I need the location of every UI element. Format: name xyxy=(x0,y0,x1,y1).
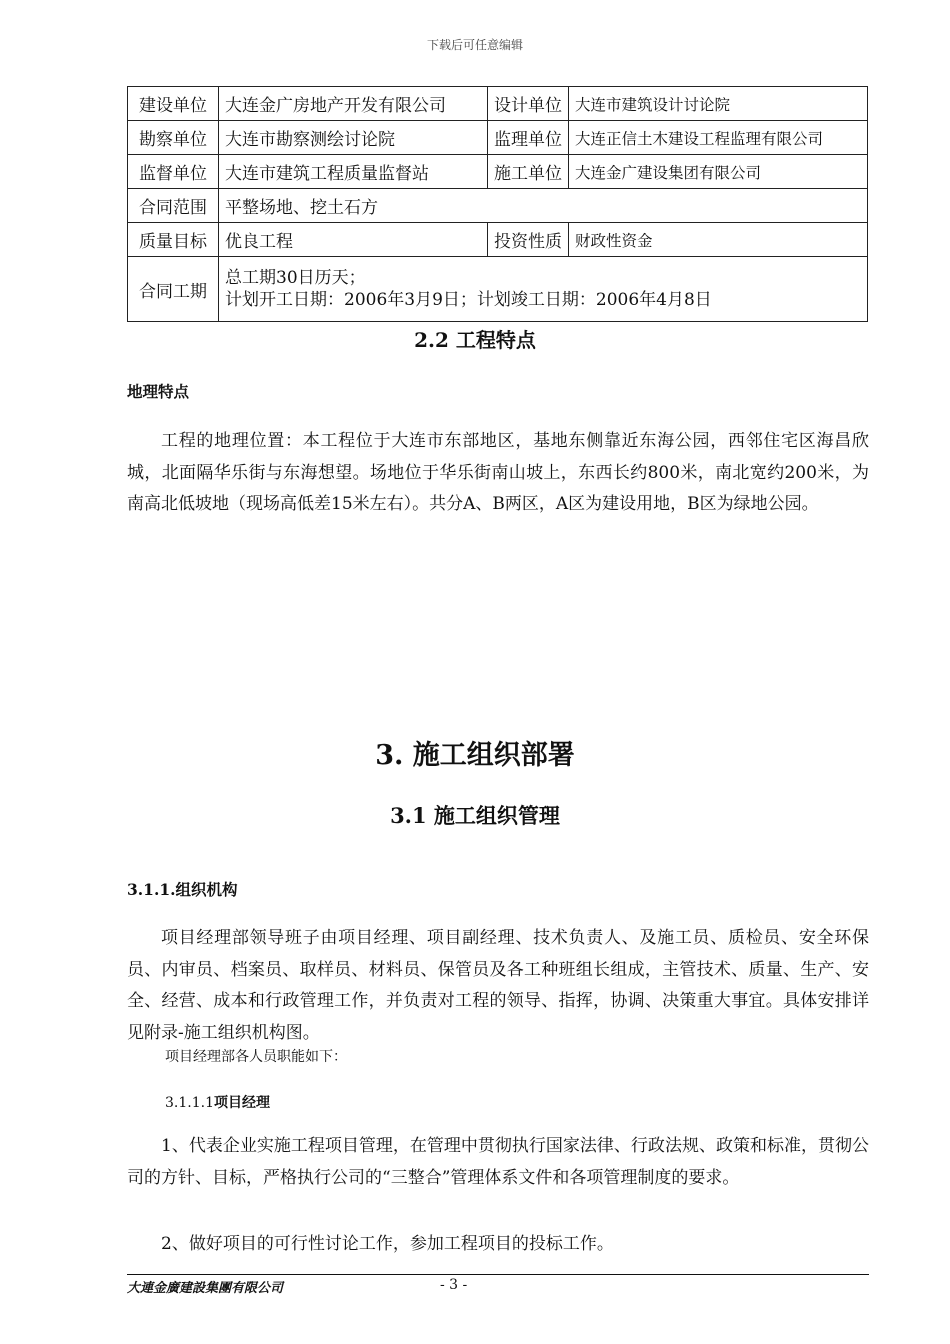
subsection-heading: 3.1.1.组织机构 xyxy=(127,880,238,899)
row-label: 质量目标 xyxy=(128,223,219,257)
table-row xyxy=(128,155,868,189)
subsection-number: 3.1.1.1 xyxy=(165,1095,214,1111)
chapter-heading: 3. 施工组织部署 xyxy=(375,740,575,771)
table-row xyxy=(128,189,868,223)
section-heading: 2.2 工程特点 xyxy=(414,328,536,352)
footer-company: 大連金廣建設集團有限公司 xyxy=(127,1281,284,1296)
row-label-2: 设计单位 xyxy=(488,87,569,121)
project-info-table xyxy=(127,86,868,322)
row-label: 合同工期 xyxy=(128,257,219,322)
header-note: 下载后可任意编辑 xyxy=(426,38,523,52)
contract-period-line: 计划开工日期：2006年3月9日；计划竣工日期：2006年4月8日 xyxy=(225,290,712,310)
row-value-2: 大连正信土木建设工程监理有限公司 xyxy=(569,121,868,155)
row-value-2: 大连市建筑设计讨论院 xyxy=(569,87,868,121)
body-paragraph: 2、做好项目的可行性讨论工作，参加工程项目的投标工作。 xyxy=(161,1234,614,1254)
page-number: - 3 - xyxy=(440,1277,468,1293)
row-label: 建设单位 xyxy=(128,87,219,121)
row-label: 监督单位 xyxy=(128,155,219,189)
row-value: 优良工程 xyxy=(219,223,488,257)
body-paragraph: 工程的地理位置：本工程位于大连市东部地区，基地东侧靠近东海公园，西邻住宅区海昌欣城，北面隔华乐街与东海想望。场地位于华乐街南山坡上，东西长约800米，南北宽约200米，为南高北低坡地（现场高低差15米左右）。共分A、B两区，A区为建设用地，B区为绿地公园。 xyxy=(127,431,869,514)
table-row xyxy=(128,223,868,257)
row-label-2: 监理单位 xyxy=(488,121,569,155)
body-paragraph: 项目经理部领导班子由项目经理、项目副经理、技术负责人、及施工员、质检员、安全环保员、内审员、档案员、取样员、材料员、保管员及各工种班组长组成，主管技术、质量、生产、安全、经营、成本和行政管理工作，并负责对工程的领导、指挥，协调、决策重大事宜。具体安排详见附录-施工组织机构图。 xyxy=(127,928,869,1043)
table-row xyxy=(128,121,868,155)
row-label-2: 施工单位 xyxy=(488,155,569,189)
subsection-heading: 地理特点 xyxy=(127,382,190,401)
row-label: 勘察单位 xyxy=(128,121,219,155)
subsection-title: 项目经理 xyxy=(213,1095,270,1111)
subsection-heading xyxy=(165,1092,270,1112)
row-value: 大连市勘察测绘讨论院 xyxy=(219,121,488,155)
row-value: 大连市建筑工程质量监督站 xyxy=(219,155,488,189)
row-label: 合同范围 xyxy=(128,189,219,223)
row-value-2: 大连金广建设集团有限公司 xyxy=(569,155,868,189)
row-label-2: 投资性质 xyxy=(488,223,569,257)
contract-period-cell xyxy=(219,257,868,322)
table-row xyxy=(128,257,868,322)
row-value: 大连金广房地产开发有限公司 xyxy=(219,87,488,121)
row-value: 平整场地、挖土石方 xyxy=(219,189,868,223)
section-heading: 3.1 施工组织管理 xyxy=(390,803,560,828)
footer-divider xyxy=(127,1274,869,1275)
row-value-2: 财政性资金 xyxy=(569,223,868,257)
body-paragraph: 1、代表企业实施工程项目管理，在管理中贯彻执行国家法律、行政法规、政策和标准，贯彻公司的方针、目标，严格执行公司的“三整合”管理体系文件和各项管理制度的要求。 xyxy=(127,1136,869,1188)
contract-period-line: 总工期30日历天； xyxy=(225,268,366,288)
table-row xyxy=(128,87,868,121)
duties-intro: 项目经理部各人员职能如下： xyxy=(165,1049,347,1065)
